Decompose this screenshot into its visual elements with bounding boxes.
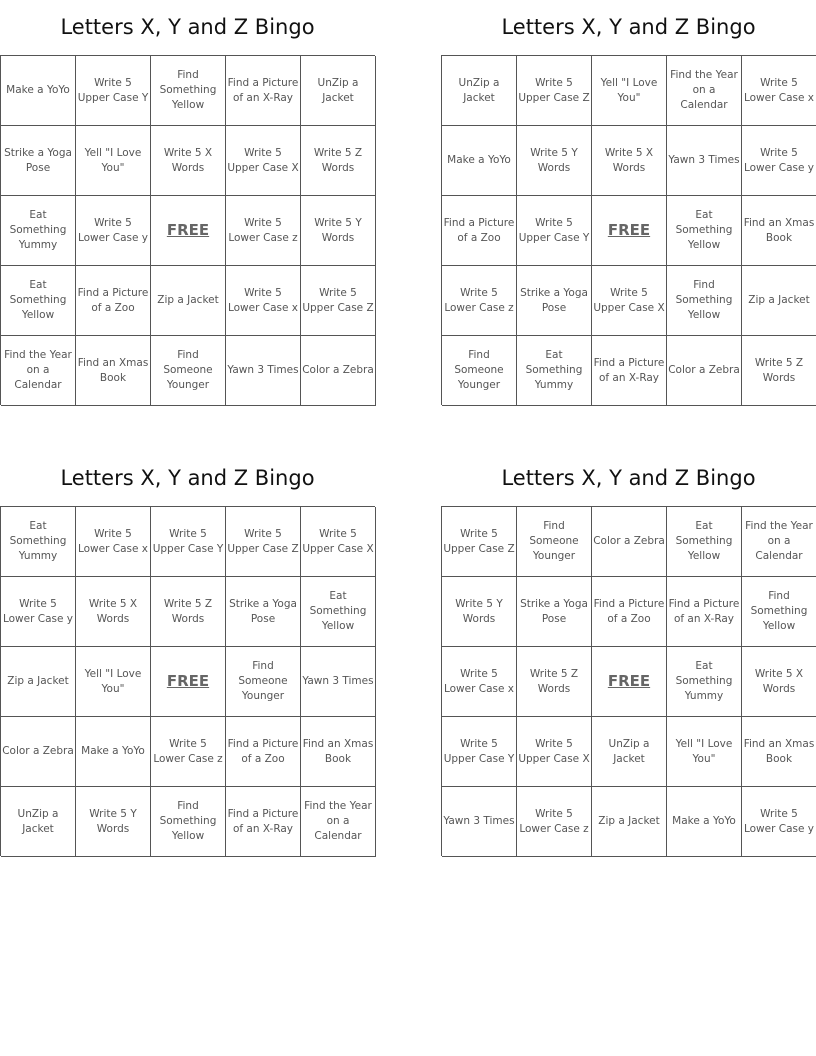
bingo-cell: Write 5 Upper Case Z	[301, 266, 376, 336]
bingo-cell: Find a Picture of an X-Ray	[592, 336, 667, 406]
bingo-cell: Write 5 Lower Case y	[742, 787, 816, 857]
bingo-cell: Find the Year on a Calendar	[301, 787, 376, 857]
bingo-cell: Find Someone Younger	[517, 507, 592, 577]
bingo-cell: Write 5 Upper Case Y	[76, 56, 151, 126]
free-space-cell: FREE	[151, 647, 226, 717]
bingo-cell: Write 5 Upper Case Y	[151, 507, 226, 577]
bingo-cell: Write 5 X Words	[151, 126, 226, 196]
bingo-cell: Write 5 Lower Case y	[742, 126, 816, 196]
bingo-cell: Find Someone Younger	[226, 647, 301, 717]
bingo-cell: Write 5 Lower Case z	[151, 717, 226, 787]
bingo-cell: Strike a Yoga Pose	[517, 577, 592, 647]
bingo-cell: Find Something Yellow	[151, 787, 226, 857]
bingo-cell: UnZip a Jacket	[301, 56, 376, 126]
bingo-cell: Write 5 Lower Case z	[442, 266, 517, 336]
bingo-cell: Find Something Yellow	[742, 577, 816, 647]
bingo-cell: Eat Something Yummy	[667, 647, 742, 717]
bingo-cell: Find a Picture of a Zoo	[592, 577, 667, 647]
bingo-cell: Write 5 X Words	[742, 647, 816, 717]
bingo-card-4	[441, 461, 816, 856]
bingo-cell: Write 5 Upper Case X	[301, 507, 376, 577]
bingo-cell: Yell "I Love You"	[592, 56, 667, 126]
bingo-card-2	[441, 10, 816, 405]
bingo-cell: Find Something Yellow	[667, 266, 742, 336]
bingo-cell: Zip a Jacket	[1, 647, 76, 717]
bingo-cell: Eat Something Yellow	[301, 577, 376, 647]
bingo-cell: Find the Year on a Calendar	[1, 336, 76, 406]
bingo-cell: Make a YoYo	[667, 787, 742, 857]
bingo-cell: Write 5 Lower Case x	[442, 647, 517, 717]
bingo-cell: Color a Zebra	[301, 336, 376, 406]
bingo-grid	[441, 55, 816, 405]
bingo-cell: Write 5 Lower Case x	[742, 56, 816, 126]
bingo-cell: Write 5 Lower Case x	[76, 507, 151, 577]
bingo-cell: Find a Picture of a Zoo	[76, 266, 151, 336]
bingo-cell: Strike a Yoga Pose	[517, 266, 592, 336]
bingo-cell: Write 5 Lower Case z	[226, 196, 301, 266]
bingo-cell: Strike a Yoga Pose	[226, 577, 301, 647]
bingo-cell: Find an Xmas Book	[742, 717, 816, 787]
bingo-cell: UnZip a Jacket	[592, 717, 667, 787]
bingo-cell: Write 5 Y Words	[517, 126, 592, 196]
bingo-cell: Eat Something Yummy	[1, 196, 76, 266]
bingo-cell: Write 5 Upper Case Z	[517, 56, 592, 126]
bingo-cell: Yell "I Love You"	[76, 126, 151, 196]
bingo-cell: Write 5 Upper Case Z	[226, 507, 301, 577]
bingo-cell: Find an Xmas Book	[742, 196, 816, 266]
bingo-cell: Find the Year on a Calendar	[667, 56, 742, 126]
bingo-cell: Write 5 Y Words	[76, 787, 151, 857]
bingo-cell: Find a Picture of an X-Ray	[226, 787, 301, 857]
bingo-cell: Find Something Yellow	[151, 56, 226, 126]
bingo-cell: Find an Xmas Book	[76, 336, 151, 406]
bingo-cell: Write 5 Lower Case y	[76, 196, 151, 266]
card-title: Letters X, Y and Z Bingo	[501, 466, 756, 490]
bingo-cell: Yell "I Love You"	[667, 717, 742, 787]
free-space-cell: FREE	[151, 196, 226, 266]
bingo-grid	[0, 506, 375, 856]
free-space-cell: FREE	[592, 196, 667, 266]
bingo-cell: Yell "I Love You"	[76, 647, 151, 717]
bingo-cell: Write 5 Upper Case X	[517, 717, 592, 787]
bingo-cell: Eat Something Yummy	[1, 507, 76, 577]
bingo-cell: Yawn 3 Times	[667, 126, 742, 196]
bingo-cell: UnZip a Jacket	[1, 787, 76, 857]
bingo-cell: Find the Year on a Calendar	[742, 507, 816, 577]
free-space-cell: FREE	[592, 647, 667, 717]
bingo-cell: Write 5 Z Words	[301, 126, 376, 196]
bingo-cell: Eat Something Yummy	[517, 336, 592, 406]
bingo-cell: Yawn 3 Times	[442, 787, 517, 857]
bingo-cell: Find a Picture of a Zoo	[442, 196, 517, 266]
bingo-cell: Find Someone Younger	[151, 336, 226, 406]
bingo-card-1	[0, 10, 375, 405]
bingo-cell: Make a YoYo	[76, 717, 151, 787]
bingo-cell: Write 5 Z Words	[517, 647, 592, 717]
bingo-cell: Yawn 3 Times	[301, 647, 376, 717]
bingo-cell: Make a YoYo	[442, 126, 517, 196]
bingo-cell: Write 5 Upper Case X	[226, 126, 301, 196]
bingo-cell: Eat Something Yellow	[667, 507, 742, 577]
bingo-cell: Write 5 X Words	[592, 126, 667, 196]
bingo-cell: Zip a Jacket	[742, 266, 816, 336]
card-title: Letters X, Y and Z Bingo	[60, 466, 315, 490]
bingo-cell: Write 5 Upper Case Z	[442, 507, 517, 577]
bingo-cell: Color a Zebra	[592, 507, 667, 577]
bingo-cell: Yawn 3 Times	[226, 336, 301, 406]
bingo-cell: Zip a Jacket	[151, 266, 226, 336]
bingo-cell: Find an Xmas Book	[301, 717, 376, 787]
bingo-cell: Find Someone Younger	[442, 336, 517, 406]
card-title: Letters X, Y and Z Bingo	[60, 15, 315, 39]
bingo-cell: Write 5 Upper Case Y	[442, 717, 517, 787]
bingo-cell: Color a Zebra	[667, 336, 742, 406]
bingo-cell: Write 5 Z Words	[151, 577, 226, 647]
card-title: Letters X, Y and Z Bingo	[501, 15, 756, 39]
bingo-cell: Color a Zebra	[1, 717, 76, 787]
bingo-cell: Write 5 Upper Case Y	[517, 196, 592, 266]
bingo-cell: UnZip a Jacket	[442, 56, 517, 126]
bingo-cell: Write 5 Lower Case z	[517, 787, 592, 857]
bingo-cell: Find a Picture of a Zoo	[226, 717, 301, 787]
bingo-cell: Write 5 Y Words	[301, 196, 376, 266]
bingo-cell: Find a Picture of an X-Ray	[667, 577, 742, 647]
bingo-cell: Write 5 Lower Case x	[226, 266, 301, 336]
bingo-cell: Write 5 Z Words	[742, 336, 816, 406]
bingo-grid	[441, 506, 816, 856]
bingo-cell: Write 5 X Words	[76, 577, 151, 647]
bingo-cell: Zip a Jacket	[592, 787, 667, 857]
bingo-cell: Write 5 Y Words	[442, 577, 517, 647]
bingo-cell: Write 5 Upper Case X	[592, 266, 667, 336]
bingo-cell: Make a YoYo	[1, 56, 76, 126]
bingo-grid	[0, 55, 375, 405]
bingo-cell: Eat Something Yellow	[1, 266, 76, 336]
bingo-cell: Write 5 Lower Case y	[1, 577, 76, 647]
bingo-cell: Strike a Yoga Pose	[1, 126, 76, 196]
bingo-card-3	[0, 461, 375, 856]
bingo-cell: Find a Picture of an X-Ray	[226, 56, 301, 126]
bingo-cell: Eat Something Yellow	[667, 196, 742, 266]
